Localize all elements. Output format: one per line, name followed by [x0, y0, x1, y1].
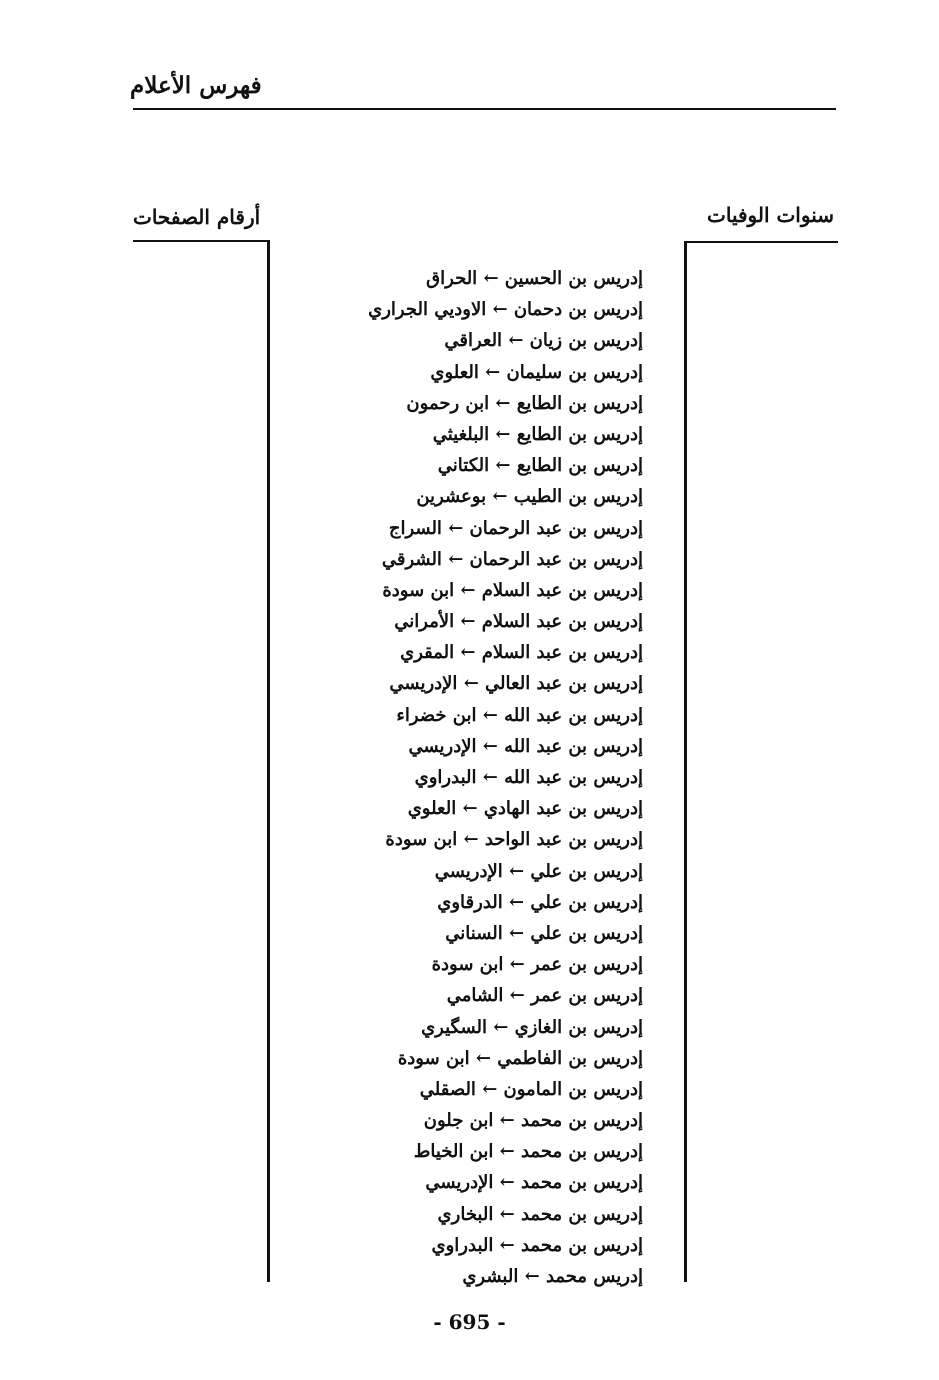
index-entry: إدريس بن الفاطمي ← ابن سودة — [397, 1047, 643, 1069]
index-entry: إدريس بن الحسين ← الحراق — [426, 268, 643, 289]
index-entry-list — [283, 263, 643, 1292]
page-number: - 695 - — [433, 1310, 506, 1334]
index-entry: إدريس بن عبد الله ← البدراوي — [414, 767, 643, 788]
death-years-column-label: سنوات الوفيات — [707, 203, 834, 227]
index-entry: إدريس محمد ← البشري — [462, 1266, 643, 1287]
index-entry: إدريس بن الطايع ← البلغيثي — [432, 423, 643, 445]
index-entry: إدريس بن عبد الواحد ← ابن سودة — [385, 829, 643, 851]
header-divider — [133, 108, 836, 110]
index-entry: إدريس بن محمد ← ابن جلون — [423, 1110, 643, 1132]
index-entry: إدريس بن علي ← الدرقاوي — [437, 891, 643, 913]
index-entry: إدريس بن عبد السلام ← الأمراني — [394, 611, 643, 633]
index-entry: إدريس بن الطيب ← بوعشرين — [416, 486, 643, 508]
index-entry: إدريس بن عبد الهادي ← العلوي — [407, 798, 643, 820]
index-entry: إدريس بن عبد العالي ← الإدريسي — [389, 673, 643, 695]
index-entry: إدريس بن دحمان ← الاوديي الجراري — [368, 299, 643, 321]
index-entry: إدريس بن زيان ← العراقي — [444, 330, 643, 352]
index-entry: إدريس بن عبد الرحمان ← الشرقي — [381, 548, 643, 570]
index-entry: إدريس بن عبد الرحمان ← السراج — [388, 517, 643, 539]
death-years-column-bracket — [684, 241, 838, 1282]
index-entry: إدريس بن محمد ← البخاري — [437, 1203, 643, 1225]
index-entry: إدريس بن محمد ← البدراوي — [431, 1234, 643, 1256]
index-entry: إدريس بن علي ← الإدريسي — [434, 860, 643, 882]
page-numbers-column-label: أرقام الصفحات — [133, 205, 261, 229]
index-entry: إدريس بن عبد السلام ← المقري — [400, 642, 643, 664]
index-entry: إدريس بن عمر ← ابن سودة — [431, 954, 643, 976]
page-numbers-column-bracket — [133, 240, 270, 1282]
index-entry: إدريس بن المامون ← الصقلي — [419, 1078, 643, 1100]
page-running-title: فهرس الأعلام — [130, 72, 262, 99]
index-entry: إدريس بن عبد الله ← الإدريسي — [408, 735, 643, 757]
index-entry: إدريس بن الطايع ← الكتاني — [437, 455, 643, 477]
index-entry: إدريس بن الطايع ← ابن رحمون — [406, 392, 643, 414]
index-entry: إدريس بن عمر ← الشامي — [446, 985, 643, 1007]
index-entry: إدريس بن محمد ← ابن الخياط — [413, 1141, 643, 1163]
index-entry: إدريس بن عبد السلام ← ابن سودة — [382, 579, 643, 601]
index-entry: إدريس بن الغازي ← السگيري — [421, 1016, 643, 1038]
index-entry: إدريس بن سليمان ← العلوي — [430, 361, 643, 383]
index-entry: إدريس بن علي ← السناني — [445, 922, 643, 944]
index-entry: إدريس بن عبد الله ← ابن خضراء — [396, 704, 643, 726]
index-entry: إدريس بن محمد ← الإدريسي — [425, 1172, 643, 1194]
